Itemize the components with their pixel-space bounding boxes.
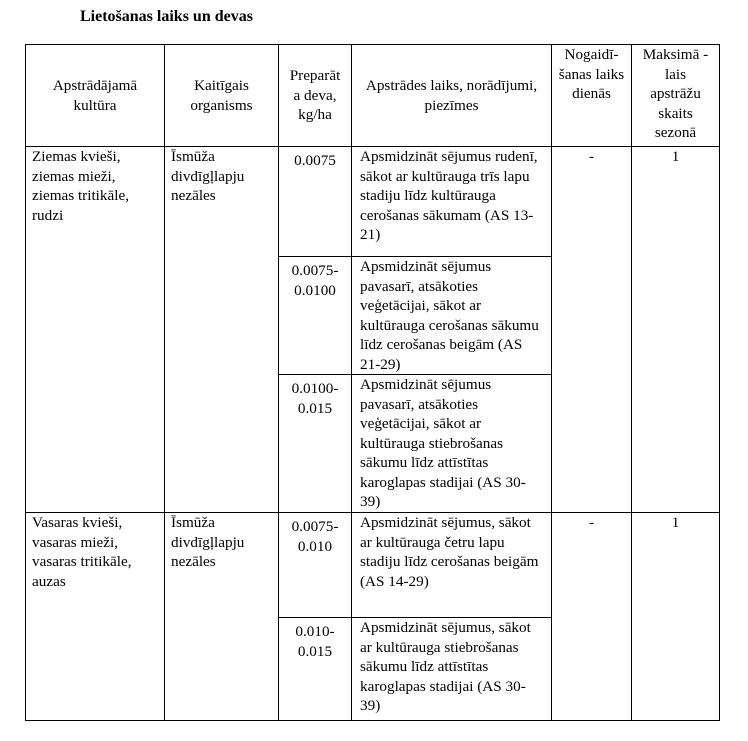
dose-cell: 0.0075 <box>279 147 352 257</box>
table-row <box>26 513 720 618</box>
waiting-cell: - <box>552 513 632 721</box>
crop-cell: Vasaras kvieši, vasaras mieži, vasaras tritikāle, auzas <box>26 513 165 721</box>
organism-cell: Īsmūža divdīgļlapju nezāles <box>165 513 279 721</box>
organism-cell: Īsmūža divdīgļlapju nezāles <box>165 147 279 513</box>
notes-cell: Apsmidzināt sējumus, sākot ar kultūrauga stiebrošanas sākumu līdz attīstītas karoglapas stadijai (AS 30-39) <box>352 618 552 721</box>
dosage-table <box>25 44 720 721</box>
notes-cell: Apsmidzināt sējumus, sākot ar kultūrauga četru lapu stadiju līdz cerošanas beigām (AS 14-29) <box>352 513 552 618</box>
header-max: Maksimā -lais apstrāžu skaits sezonā <box>632 45 720 147</box>
notes-cell: Apsmidzināt sējumus rudenī, sākot ar kultūrauga trīs lapu stadiju līdz kultūrauga cerošanas sākumam (AS 13-21) <box>352 147 552 257</box>
max-treatments-cell: 1 <box>632 147 720 513</box>
page-title: Lietošanas laiks un devas <box>80 8 253 25</box>
notes-cell: Apsmidzināt sējumus pavasarī, atsākoties veģetācijai, sākot ar kultūrauga cerošanas sākumu līdz cerošanas beigām (AS 21-29) <box>352 257 552 375</box>
header-dose: Preparāt a deva, kg/ha <box>279 45 352 147</box>
max-treatments-cell: 1 <box>632 513 720 721</box>
dose-cell: 0.0075- 0.0100 <box>279 257 352 375</box>
waiting-cell: - <box>552 147 632 513</box>
table-header-row <box>26 45 720 147</box>
notes-cell: Apsmidzināt sējumus pavasarī, atsākoties veģetācijai, sākot ar kultūrauga stiebrošanas sākumu līdz attīstītas karoglapas stadijai (AS 30-39) <box>352 375 552 513</box>
header-waiting: Nogaidī- šanas laiks dienās <box>552 45 632 147</box>
header-crop: Apstrādājamā kultūra <box>26 45 165 147</box>
dose-cell: 0.0075- 0.010 <box>279 513 352 618</box>
dose-cell: 0.010- 0.015 <box>279 618 352 721</box>
dose-cell: 0.0100- 0.015 <box>279 375 352 513</box>
header-notes: Apstrādes laiks, norādījumi, piezīmes <box>352 45 552 147</box>
table-row <box>26 147 720 257</box>
header-organism: Kaitīgais organisms <box>165 45 279 147</box>
crop-cell: Ziemas kvieši, ziemas mieži, ziemas tritikāle, rudzi <box>26 147 165 513</box>
